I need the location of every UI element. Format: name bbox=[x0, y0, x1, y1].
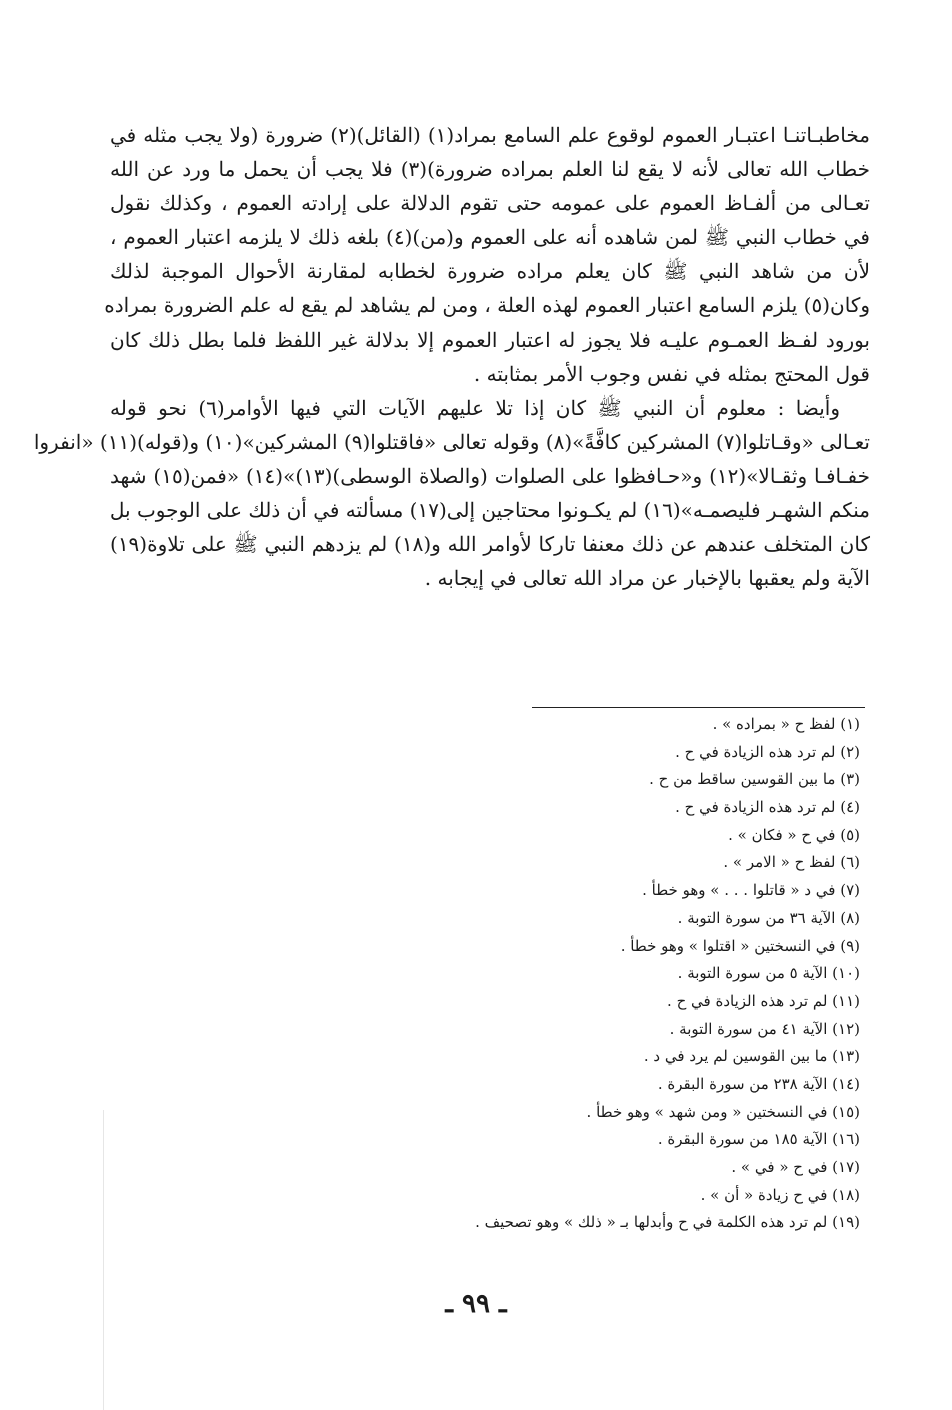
footnote: (١٥) في النسختين « ومن شهد » وهو خطأ . bbox=[586, 1102, 860, 1121]
footnote: (٨) الآية ٣٦ من سورة التوبة . bbox=[677, 908, 860, 927]
text-line: منكم الشهـر فليصمـه»(١٦) لم يكـونوا محتاجين إلى(١٧) مسألته في أن ذلك على الوجوب بل bbox=[109, 498, 870, 523]
footnotes-list bbox=[260, 711, 860, 1237]
footnote-divider bbox=[532, 707, 865, 708]
footnote: (١٠) الآية ٥ من سورة التوبة . bbox=[677, 964, 860, 983]
footnote: (٤) لم ترد هذه الزيادة في ح . bbox=[675, 798, 860, 817]
footnote: (١١) لم ترد هذه الزيادة في ح . bbox=[667, 991, 860, 1010]
text-line: قول المحتج بمثله في نفس وجوب الأمر بمثابته . bbox=[473, 361, 870, 386]
text-line: لأن من شاهد النبي ﷺ كان يعلم مراده ضرورة لخطابه لمقارنة الأحوال الموجبة لذلك bbox=[110, 259, 870, 284]
footnote: (٦) لفظ ح « الامر » . bbox=[723, 853, 860, 872]
text-line: الآية ولم يعقبها بالإخبار عن مراد الله تعالى في إيجابه . bbox=[424, 566, 870, 591]
footnote: (١٩) لم ترد هذه الكلمة في ح وأبدلها بـ « ذلك » وهو تصحيف . bbox=[475, 1213, 860, 1232]
footnote: (١٦) الآية ١٨٥ من سورة البقرة . bbox=[657, 1130, 860, 1149]
footnote: (٥) في ح « فكان » . bbox=[728, 825, 860, 844]
footnote: (١٧) في ح « في » . bbox=[731, 1158, 860, 1176]
text-line: تعـالى من ألفـاظ العموم على عمومه حتى تقوم الدلالة على إرادته العموم ، وكذلك نقول bbox=[110, 191, 870, 216]
page-number: ـ ٩٩ ـ bbox=[445, 1289, 507, 1319]
footnote: (١) لفظ ح « بمراده » . bbox=[712, 715, 860, 733]
text-line: في خطاب النبي ﷺ لمن شاهده أنه على العموم و(من)(٤) بلغه ذلك لا يلزمه اعتبار العموم ، bbox=[110, 225, 870, 250]
text-line: مخاطبـاتنـا اعتبـار العموم لوقوع علم السامع بمراد(١) (القائل)(٢) ضرورة (ولا يجب مثله في bbox=[110, 123, 870, 147]
footnote: (٣) ما بين القوسين ساقط من ح . bbox=[649, 770, 860, 789]
scan-margin-line bbox=[103, 1110, 104, 1410]
text-line: خفـافـا وثقـالا»(١٢) و«حـافظوا على الصلوات (والصلاة الوسطى)(١٣)»(١٤) «فمن(١٥) شهد bbox=[110, 463, 870, 488]
footnote: (٧) في د « قاتلوا . . . » وهو خطأ . bbox=[642, 881, 860, 900]
footnote: (١٨) في ح زيادة « أن » . bbox=[700, 1185, 860, 1204]
footnote: (١٤) الآية ٢٣٨ من سورة البقرة . bbox=[657, 1074, 860, 1093]
text-line: خطاب الله تعالى لأنه لا يقع لنا العلم بمراده ضرورة)(٣) فلا يجب أن يحمل ما ورد عن الله bbox=[110, 157, 870, 182]
footnote: (١٣) ما بين القوسين لم يرد في د . bbox=[643, 1047, 860, 1066]
text-line: وكان(٥) يلزم السامع اعتبار العموم لهذه العلة ، ومن لم يشاهد لم يقع له علم الضرورة بمراده bbox=[104, 293, 870, 318]
footnote: (٩) في النسختين « اقتلوا » وهو خطأ . bbox=[620, 936, 860, 955]
footnote: (١٢) الآية ٤١ من سورة التوبة . bbox=[669, 1019, 860, 1038]
main-text-block bbox=[33, 118, 870, 595]
text-line: تعـالى «وقـاتلوا(٧) المشركين كافَّةً»(٨) وقوله تعالى «فاقتلوا(٩) المشركين»(١٠) و(قوله)(١١) «انفروا bbox=[33, 429, 870, 454]
text-line: كان المتخلف عندهم عن ذلك معنفا تاركا لأوامر الله و(١٨) لم يزدهم النبي ﷺ على تلاوة(١٩) bbox=[110, 532, 870, 557]
text-line: بورود لفـظ العمـوم عليـه فلا يجوز له اعتبار العموم إلا بدلالة غير اللفظ فلما بطل ذلك كان bbox=[110, 327, 870, 352]
footnote: (٢) لم ترد هذه الزيادة في ح . bbox=[675, 742, 860, 761]
text-line: وأيضا : معلوم أن النبي ﷺ كان إذا تلا عليهم الآيات التي فيها الأوامر(٦) نحو قوله bbox=[110, 395, 840, 420]
